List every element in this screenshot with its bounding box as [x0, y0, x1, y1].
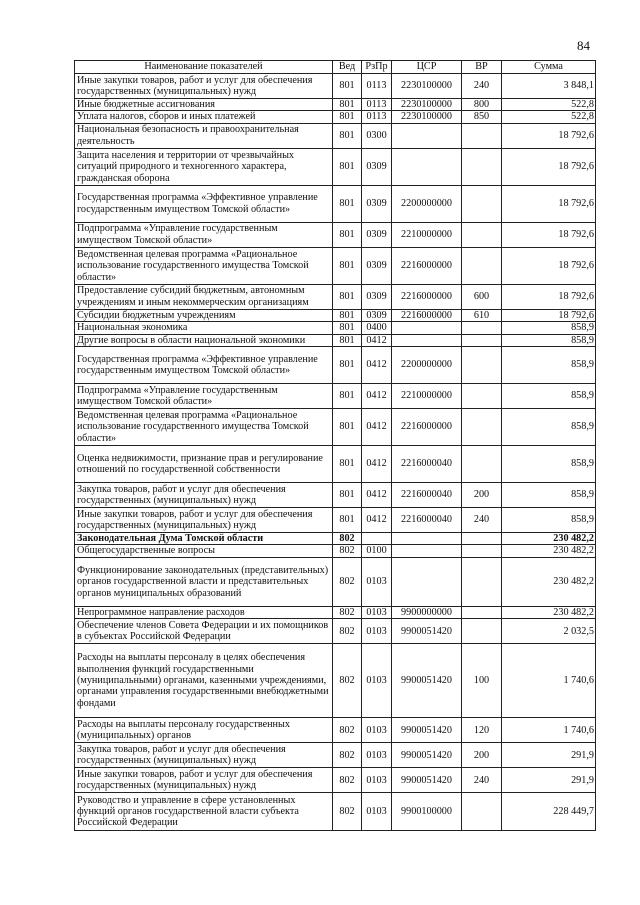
table-row — [75, 99, 596, 111]
row-ved: 801 — [333, 111, 362, 123]
row-ved: 802 — [333, 743, 362, 768]
row-name: Национальная экономика — [75, 322, 333, 334]
row-name: Закупка товаров, работ и услуг для обеспечения государственных (муниципальных) нужд — [75, 483, 333, 508]
row-vr — [462, 606, 502, 618]
table-row — [75, 533, 596, 545]
row-csr: 2200000000 — [392, 347, 462, 384]
row-rzpr: 0113 — [362, 99, 392, 111]
row-name: Законодательная Дума Томской области — [75, 533, 333, 545]
row-sum: 291,9 — [502, 768, 596, 793]
row-rzpr: 0103 — [362, 793, 392, 831]
row-csr: 9900051420 — [392, 718, 462, 743]
row-csr — [392, 322, 462, 334]
table-row — [75, 557, 596, 606]
table-row — [75, 606, 596, 618]
row-vr — [462, 185, 502, 222]
header-rzpr: РзПр — [362, 61, 392, 74]
row-vr — [462, 545, 502, 557]
row-rzpr: 0412 — [362, 483, 392, 508]
row-csr — [392, 334, 462, 346]
row-vr — [462, 557, 502, 606]
table-row — [75, 148, 596, 185]
row-rzpr: 0412 — [362, 384, 392, 409]
row-sum: 1 740,6 — [502, 718, 596, 743]
table-row — [75, 409, 596, 446]
table-row — [75, 309, 596, 321]
table-row — [75, 74, 596, 99]
budget-table — [74, 60, 596, 831]
row-sum: 858,9 — [502, 384, 596, 409]
row-vr — [462, 446, 502, 483]
row-name: Субсидии бюджетным учреждениям — [75, 309, 333, 321]
row-name: Расходы на выплаты персоналу государственных (муниципальных) органов — [75, 718, 333, 743]
row-name: Оценка недвижимости, признание прав и регулирование отношений по государственной собственности — [75, 446, 333, 483]
row-sum: 18 792,6 — [502, 222, 596, 247]
row-ved: 802 — [333, 619, 362, 644]
table-row — [75, 123, 596, 148]
table-row — [75, 222, 596, 247]
row-ved: 801 — [333, 508, 362, 533]
table-row — [75, 322, 596, 334]
row-sum: 230 482,2 — [502, 545, 596, 557]
row-rzpr: 0309 — [362, 309, 392, 321]
row-rzpr: 0309 — [362, 284, 392, 309]
row-name: Подпрограмма «Управление государственным имуществом Томской области» — [75, 384, 333, 409]
row-csr: 2210000000 — [392, 222, 462, 247]
row-ved: 801 — [333, 185, 362, 222]
row-rzpr: 0300 — [362, 123, 392, 148]
row-csr: 9900051420 — [392, 644, 462, 718]
row-rzpr: 0113 — [362, 74, 392, 99]
row-csr: 9900000000 — [392, 606, 462, 618]
row-rzpr: 0113 — [362, 111, 392, 123]
row-name: Иные бюджетные ассигнования — [75, 99, 333, 111]
row-csr: 2216000000 — [392, 409, 462, 446]
row-name: Ведомственная целевая программа «Рациональное использование государственного имущества Томской области» — [75, 409, 333, 446]
row-csr: 2216000000 — [392, 284, 462, 309]
row-ved: 801 — [333, 309, 362, 321]
row-sum: 858,9 — [502, 508, 596, 533]
row-ved: 801 — [333, 99, 362, 111]
row-sum: 18 792,6 — [502, 284, 596, 309]
row-rzpr: 0309 — [362, 185, 392, 222]
row-rzpr: 0309 — [362, 222, 392, 247]
row-name: Иные закупки товаров, работ и услуг для обеспечения государственных (муниципальных) нужд — [75, 508, 333, 533]
table-row — [75, 718, 596, 743]
row-name: Расходы на выплаты персоналу в целях обеспечения выполнения функций государственными (муниципальными) органами, казенными учреждениями, органами управления государственными внебюджетными фондами — [75, 644, 333, 718]
row-vr: 850 — [462, 111, 502, 123]
header-ved: Вед — [333, 61, 362, 74]
row-vr: 120 — [462, 718, 502, 743]
row-name: Иные закупки товаров, работ и услуг для обеспечения государственных (муниципальных) нужд — [75, 768, 333, 793]
row-sum: 858,9 — [502, 322, 596, 334]
header-csr: ЦСР — [392, 61, 462, 74]
row-csr — [392, 533, 462, 545]
row-sum: 3 848,1 — [502, 74, 596, 99]
header-vr: ВР — [462, 61, 502, 74]
row-rzpr: 0412 — [362, 508, 392, 533]
row-ved: 801 — [333, 74, 362, 99]
row-name: Подпрограмма «Управление государственным имуществом Томской области» — [75, 222, 333, 247]
row-vr: 240 — [462, 74, 502, 99]
row-sum: 18 792,6 — [502, 148, 596, 185]
row-ved: 802 — [333, 793, 362, 831]
row-vr: 100 — [462, 644, 502, 718]
row-sum: 2 032,5 — [502, 619, 596, 644]
row-ved: 801 — [333, 123, 362, 148]
row-vr: 800 — [462, 99, 502, 111]
row-name: Уплата налогов, сборов и иных платежей — [75, 111, 333, 123]
row-vr — [462, 222, 502, 247]
row-rzpr: 0103 — [362, 644, 392, 718]
table-row — [75, 768, 596, 793]
row-vr — [462, 533, 502, 545]
row-ved: 801 — [333, 322, 362, 334]
row-vr — [462, 334, 502, 346]
row-vr: 610 — [462, 309, 502, 321]
header-name: Наименование показателей — [75, 61, 333, 74]
row-ved: 801 — [333, 384, 362, 409]
row-rzpr: 0309 — [362, 247, 392, 284]
row-csr: 2210000000 — [392, 384, 462, 409]
row-ved: 801 — [333, 483, 362, 508]
row-ved: 801 — [333, 148, 362, 185]
row-sum: 291,9 — [502, 743, 596, 768]
row-rzpr: 0103 — [362, 619, 392, 644]
row-name: Национальная безопасность и правоохранительная деятельность — [75, 123, 333, 148]
row-csr: 2216000000 — [392, 309, 462, 321]
row-ved: 802 — [333, 545, 362, 557]
row-csr — [392, 123, 462, 148]
row-ved: 801 — [333, 347, 362, 384]
row-vr — [462, 793, 502, 831]
row-sum: 1 740,6 — [502, 644, 596, 718]
row-ved: 802 — [333, 768, 362, 793]
row-csr: 2216000040 — [392, 508, 462, 533]
row-csr: 2216000040 — [392, 483, 462, 508]
table-header-row — [75, 61, 596, 74]
row-rzpr: 0103 — [362, 718, 392, 743]
row-sum: 18 792,6 — [502, 185, 596, 222]
table-row — [75, 644, 596, 718]
row-sum: 230 482,2 — [502, 533, 596, 545]
row-vr: 240 — [462, 768, 502, 793]
row-ved: 801 — [333, 409, 362, 446]
table-row — [75, 743, 596, 768]
row-ved: 801 — [333, 446, 362, 483]
row-rzpr: 0103 — [362, 768, 392, 793]
row-name: Руководство и управление в сфере установленных функций органов государственной власти субъекта Российской Федерации — [75, 793, 333, 831]
table-row — [75, 284, 596, 309]
row-name: Другие вопросы в области национальной экономики — [75, 334, 333, 346]
table-row — [75, 384, 596, 409]
row-sum: 858,9 — [502, 483, 596, 508]
table-row — [75, 185, 596, 222]
row-rzpr: 0103 — [362, 557, 392, 606]
row-csr: 2216000040 — [392, 446, 462, 483]
page-number: 84 — [577, 38, 590, 53]
row-rzpr: 0412 — [362, 446, 392, 483]
row-sum: 18 792,6 — [502, 247, 596, 284]
row-csr — [392, 148, 462, 185]
row-ved: 801 — [333, 247, 362, 284]
row-name: Государственная программа «Эффективное управление государственным имуществом Томской области» — [75, 347, 333, 384]
row-name: Закупка товаров, работ и услуг для обеспечения государственных (муниципальных) нужд — [75, 743, 333, 768]
row-sum: 858,9 — [502, 347, 596, 384]
row-ved: 802 — [333, 557, 362, 606]
row-rzpr: 0412 — [362, 409, 392, 446]
row-name: Ведомственная целевая программа «Рациональное использование государственного имущества Томской области» — [75, 247, 333, 284]
table-row — [75, 793, 596, 831]
row-sum: 18 792,6 — [502, 309, 596, 321]
row-sum: 522,8 — [502, 99, 596, 111]
row-name: Государственная программа «Эффективное управление государственным имуществом Томской области» — [75, 185, 333, 222]
row-rzpr: 0400 — [362, 322, 392, 334]
row-sum: 858,9 — [502, 409, 596, 446]
row-csr: 2200000000 — [392, 185, 462, 222]
row-csr: 2230100000 — [392, 74, 462, 99]
table-row — [75, 545, 596, 557]
row-name: Предоставление субсидий бюджетным, автономным учреждениям и иным некоммерческим организациям — [75, 284, 333, 309]
row-csr: 2230100000 — [392, 111, 462, 123]
row-ved: 802 — [333, 606, 362, 618]
table-row — [75, 247, 596, 284]
row-vr — [462, 619, 502, 644]
row-vr — [462, 347, 502, 384]
row-csr: 9900051420 — [392, 768, 462, 793]
row-sum: 228 449,7 — [502, 793, 596, 831]
row-name: Обеспечение членов Совета Федерации и их помощников в субъектах Российской Федерации — [75, 619, 333, 644]
row-csr: 9900051420 — [392, 743, 462, 768]
row-vr — [462, 148, 502, 185]
row-vr — [462, 322, 502, 334]
table-row — [75, 619, 596, 644]
row-csr: 2230100000 — [392, 99, 462, 111]
table-row — [75, 483, 596, 508]
row-rzpr: 0103 — [362, 606, 392, 618]
row-rzpr: 0412 — [362, 334, 392, 346]
row-ved: 802 — [333, 533, 362, 545]
row-sum: 522,8 — [502, 111, 596, 123]
table-row — [75, 347, 596, 384]
row-sum: 230 482,2 — [502, 606, 596, 618]
row-vr: 240 — [462, 508, 502, 533]
row-sum: 230 482,2 — [502, 557, 596, 606]
row-name: Защита населения и территории от чрезвычайных ситуаций природного и техногенного характера, гражданская оборона — [75, 148, 333, 185]
row-ved: 801 — [333, 284, 362, 309]
table-row — [75, 334, 596, 346]
table-row — [75, 508, 596, 533]
row-vr — [462, 384, 502, 409]
row-ved: 801 — [333, 334, 362, 346]
row-rzpr: 0103 — [362, 743, 392, 768]
row-name: Функционирование законодательных (представительных) органов государственной власти и представительных органов муниципальных образований — [75, 557, 333, 606]
row-vr — [462, 409, 502, 446]
row-csr: 9900051420 — [392, 619, 462, 644]
row-vr — [462, 123, 502, 148]
row-name: Непрограммное направление расходов — [75, 606, 333, 618]
row-rzpr — [362, 533, 392, 545]
row-vr: 200 — [462, 483, 502, 508]
row-rzpr: 0412 — [362, 347, 392, 384]
table-row — [75, 446, 596, 483]
row-csr: 9900100000 — [392, 793, 462, 831]
row-sum: 858,9 — [502, 446, 596, 483]
row-vr — [462, 247, 502, 284]
row-sum: 18 792,6 — [502, 123, 596, 148]
row-rzpr: 0100 — [362, 545, 392, 557]
row-csr — [392, 545, 462, 557]
row-rzpr: 0309 — [362, 148, 392, 185]
row-name: Иные закупки товаров, работ и услуг для обеспечения государственных (муниципальных) нужд — [75, 74, 333, 99]
header-sum: Сумма — [502, 61, 596, 74]
row-vr: 200 — [462, 743, 502, 768]
row-csr — [392, 557, 462, 606]
row-sum: 858,9 — [502, 334, 596, 346]
row-name: Общегосударственные вопросы — [75, 545, 333, 557]
table-row — [75, 111, 596, 123]
row-csr: 2216000000 — [392, 247, 462, 284]
row-ved: 802 — [333, 644, 362, 718]
row-ved: 802 — [333, 718, 362, 743]
row-vr: 600 — [462, 284, 502, 309]
row-ved: 801 — [333, 222, 362, 247]
